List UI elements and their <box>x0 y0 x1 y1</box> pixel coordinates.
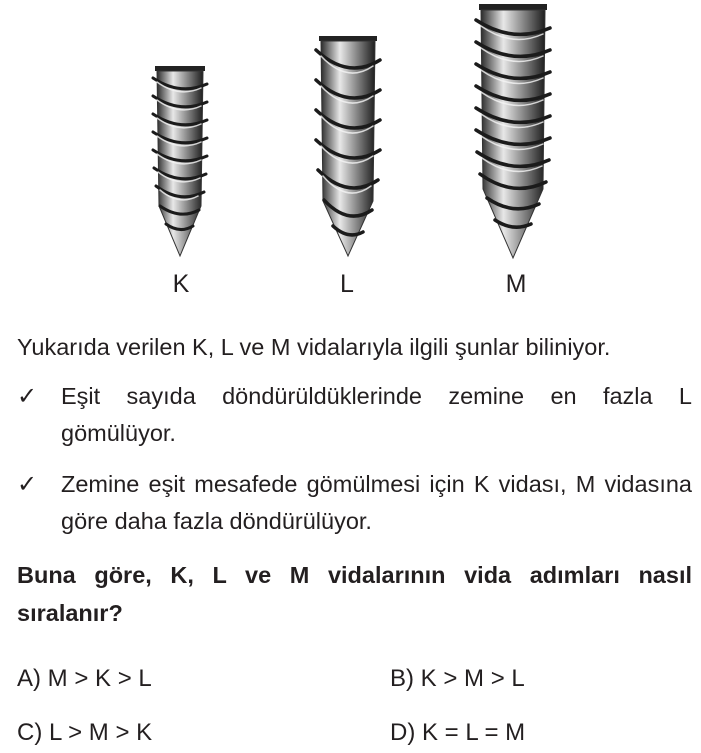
fact-text-1: Eşit sayıda döndürüldüklerinde zemine en fazla L gömülüyor. <box>61 383 692 446</box>
fact-item-1 <box>17 378 692 452</box>
option-d[interactable]: D) K = L = M <box>390 719 526 746</box>
screw-label-m: M <box>505 270 527 298</box>
option-a[interactable]: A) M > K > L <box>17 665 152 692</box>
screw-label-l: L <box>340 270 354 298</box>
fact-text-2: Zemine eşit mesafede gömülmesi için K vidası, M vidasına göre daha fazla döndürülüyor. <box>61 471 692 534</box>
option-c[interactable]: C) L > M > K <box>17 719 153 746</box>
screw-k-image <box>149 66 211 258</box>
screw-label-k: K <box>172 270 190 298</box>
fact-item-2 <box>17 466 692 540</box>
check-icon: ✓ <box>17 471 38 498</box>
check-icon: ✓ <box>17 383 38 410</box>
intro-text: Yukarıda verilen K, L ve M vidalarıyla ilgili şunlar biliniyor. <box>17 334 611 360</box>
screw-figure <box>0 0 701 320</box>
option-b[interactable]: B) K > M > L <box>390 665 525 692</box>
screw-l-image <box>313 36 383 258</box>
screw-m-image <box>473 4 553 260</box>
question-text: Buna göre, K, L ve M vidalarının vida adımları nasıl sıralanır? <box>17 562 692 626</box>
